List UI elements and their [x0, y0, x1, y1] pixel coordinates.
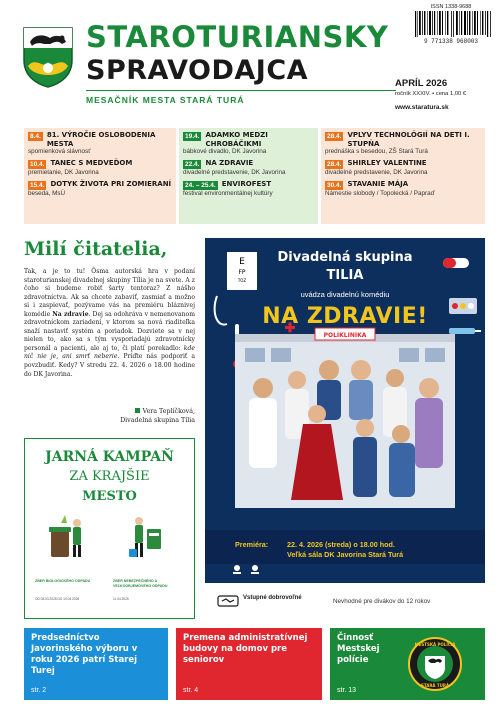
event-description: premietanie, DK Javorina — [28, 169, 99, 176]
event-title: SHIRLEY VALENTINE — [347, 159, 427, 167]
poster-line-1: Divadelná skupina — [277, 250, 413, 265]
event-date: 28.4. — [327, 161, 342, 168]
volume-price: ročník XXXIV. • cena 1,00 € — [395, 91, 467, 97]
campaign-title-3: MESTO — [82, 489, 137, 504]
event-date: 15.4. — [30, 182, 45, 189]
event-title: DOTYK ŽIVOTA PRI ZOMIERANÍ — [50, 180, 172, 188]
police-badge-icon — [408, 634, 462, 694]
event-description: divadelné predstavenie, DK Javorina — [183, 169, 286, 176]
premiere-venue: Veľká sála DK Javorina Stará Turá — [287, 550, 404, 559]
teaser-title: Predsedníctvo Javorinského výboru v roku 2026 patrí Starej Turej — [31, 633, 138, 676]
poster-line-2: TILIA — [326, 268, 364, 283]
event-title: ENVIROFEST — [221, 180, 272, 188]
event-description: festival environmentálnej kultúry — [183, 190, 273, 197]
article-text-3: . Príďte nás podporiť a povzbudiť. Kedy? V stredu 22. 4. 2026 o 18.00 hodine do DK Javorina. — [24, 353, 195, 378]
article-signature — [24, 407, 195, 425]
event-title: NA ZDRAVIE — [205, 159, 254, 167]
svg-text:TOZ: TOZ — [237, 278, 247, 283]
event-item — [28, 131, 172, 156]
theatre-poster — [205, 238, 485, 619]
event-date: 22.4. — [185, 161, 200, 168]
campaign-title-1: JARNÁ KAMPAŇ — [45, 449, 174, 465]
poster-footer — [205, 583, 485, 619]
events-column-3 — [321, 128, 485, 224]
event-date: 24. – 25.4. — [185, 182, 216, 189]
article-greeting: Milí čitatelia, — [24, 238, 168, 260]
article-text-1: Tak, a je to tu! Ôsma autorská hra v podaní staroturianskej divadelnej skupiny Tília je na svete. A z čoho si budeme robiť šarty tentoraz? Z nášho zdravotníctva. Ak sa chcete zabaviť, zasmiať a možno si i zaspievať, pozývame vás na premiéru bláznivej komédie — [24, 268, 195, 318]
svg-text:E: E — [239, 257, 245, 267]
masthead-title-line1: STAROTURIANSKY — [86, 20, 389, 54]
event-title: STAVANIE MÁJA — [347, 180, 409, 188]
events-column-2 — [179, 128, 318, 224]
events-column-1 — [24, 128, 176, 224]
masthead-subtitle: MESAČNÍK MESTA STARÁ TURÁ — [86, 95, 245, 105]
event-item — [325, 180, 481, 198]
campaign-hazard-date: 11.04.2026 — [113, 597, 129, 601]
event-item — [28, 159, 172, 177]
premiere-date: 22. 4. 2026 (streda) o 18.00 hod. — [287, 540, 395, 549]
event-description: beseda, MsÚ — [28, 190, 66, 197]
premiere-line — [235, 540, 485, 549]
masthead-title-line2: SPRAVODAJCA — [86, 55, 309, 86]
svg-text:FP: FP — [238, 269, 246, 276]
handshake-icon — [217, 593, 239, 609]
event-description: divadelné predstavenie, DK Javorina — [325, 169, 428, 176]
poster-headline: NA ZDRAVIE! — [262, 304, 428, 329]
campaign-title-2: ZA KRAJŠIE — [69, 469, 150, 484]
campaign-bio-label: ZBER BIOLOGICKÉHO ODPADU — [35, 579, 91, 583]
event-title: ADAMKO MEDZI CHROBÁČIKMI — [205, 131, 268, 148]
event-item — [325, 159, 481, 177]
teaser-box-seniors[interactable] — [176, 628, 322, 700]
article-body — [24, 268, 195, 379]
badge-top-text: MESTSKÁ POLÍCIA — [414, 642, 456, 647]
entry-note: Vstupné dobrovoľné — [243, 595, 302, 601]
age-note: Nevhodné pre divákov do 12 rokov — [333, 598, 431, 605]
event-date: 19.4. — [185, 133, 200, 140]
poster-line-3: uvádza divadelnú komédiu — [300, 290, 390, 299]
masthead-divider — [86, 90, 396, 91]
campaign-hazard-label: ZBER NEBEZPEČNÉHO A VEĽKOOBJEMOVÉHO ODPADU — [113, 579, 168, 588]
masthead — [0, 0, 500, 118]
event-item — [183, 159, 314, 177]
spring-campaign-ad — [24, 438, 195, 619]
event-description: prednáška s besedou, ZŠ Stará Turá — [325, 148, 428, 155]
campaign-bio-date: OD 08.03.2026 DO 10.04.2026 — [35, 597, 80, 601]
event-date: 28.4. — [327, 133, 342, 140]
event-description: spomienková slávnosť — [28, 148, 91, 155]
event-title: TANEC S MEDVEĎOM — [50, 159, 133, 167]
event-date: 8.4. — [30, 133, 41, 140]
event-item — [183, 180, 314, 198]
event-description: bábkové divadlo, DK Javorina — [183, 148, 267, 155]
premiere-label: Premiéra: — [235, 540, 269, 549]
event-item — [183, 131, 314, 156]
article-play-title: Na zdravie — [52, 310, 89, 318]
event-title: VPLYV TECHNOLÓGIÍ NA DETI I. STUPŇA — [347, 131, 470, 148]
teaser-page: str. 2 — [31, 687, 47, 694]
event-description: Námestie slobody / Topolecká / Papraď — [325, 190, 435, 197]
clinic-sign-text: POLIKLINIKA — [323, 332, 367, 339]
barcode-icon — [414, 11, 492, 37]
teaser-title: Premena administratívnej budovy na domov pre seniorov — [183, 633, 308, 665]
teaser-page: str. 4 — [183, 687, 199, 694]
signature-name: Vera Teplíčková, — [142, 408, 195, 415]
event-date: 30.4. — [327, 182, 342, 189]
bullet-square-icon — [135, 408, 140, 413]
badge-bottom-text: STARÁ TURÁ — [420, 683, 450, 688]
article-text-2: . Dej sa odohráva v nemenovanom zdravotníckom zariadení, v ktorom sa nová riaditeľka snaží nastaviť systém a poriadok. Dozviete sa v nej nielen to, ako sa s tým vysporiadajú zdravotnícky personál a pacienti, ale aj to, či platí porekadlo: — [24, 310, 195, 352]
signature-org: Divadelná skupina Tília — [120, 417, 195, 424]
town-crest-icon — [22, 26, 74, 88]
teaser-box-police[interactable] — [330, 628, 485, 700]
barcode-number: 9 771338 968003 — [423, 38, 478, 45]
website-link[interactable]: www.staratura.sk — [395, 104, 449, 111]
article-proverb: kde nič nie je, ani smrť neberie — [24, 344, 195, 361]
teaser-box-javorina[interactable] — [24, 628, 168, 700]
event-item — [325, 131, 481, 156]
event-item — [28, 180, 172, 198]
teaser-title: Činnosť Mestskej polície — [337, 633, 380, 665]
event-title: 81. VÝROČIE OSLOBODENIA MESTA — [46, 131, 156, 148]
issn-label: ISSN 1338-9688 — [430, 4, 472, 10]
teaser-page: str. 13 — [337, 687, 357, 694]
events-calendar — [24, 128, 485, 224]
event-date: 10.4. — [30, 161, 45, 168]
issue-date: APRÍL 2026 — [395, 78, 448, 89]
campaign-illustration-icon — [33, 513, 188, 579]
